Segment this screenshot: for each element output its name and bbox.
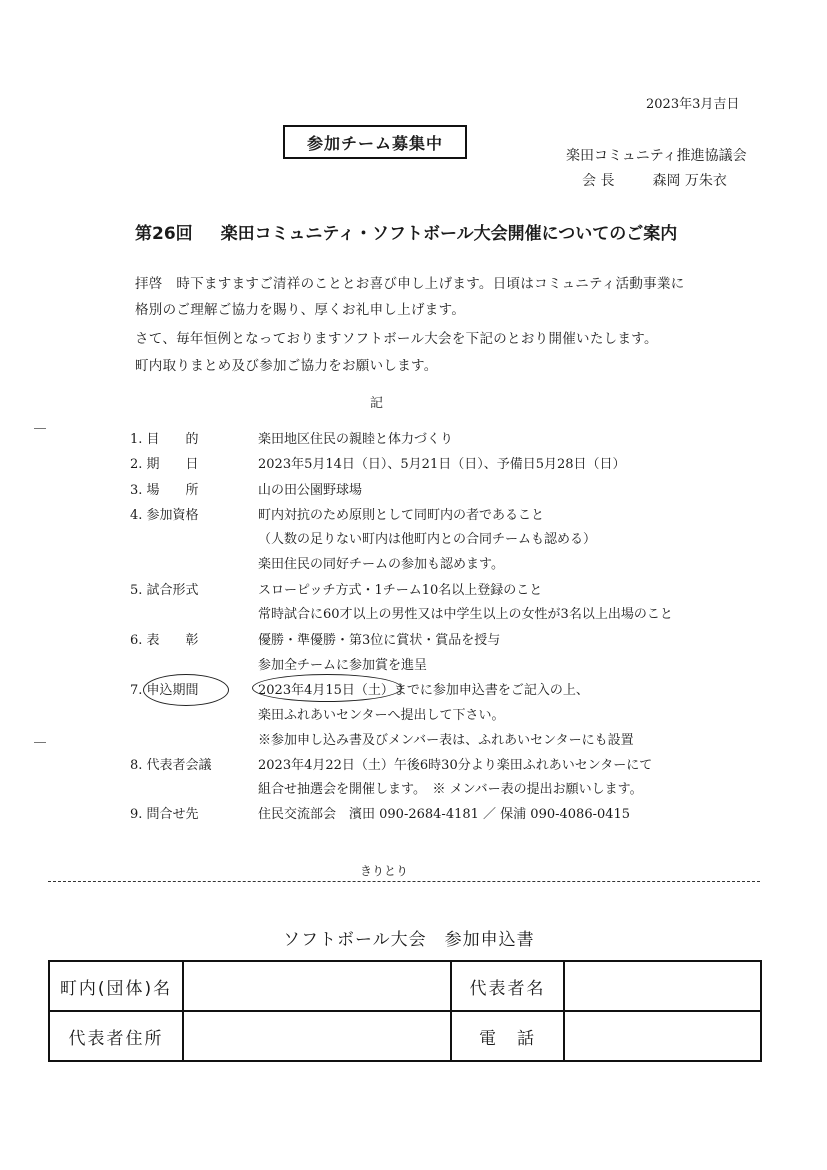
application-form <box>48 960 762 1062</box>
item-value: （人数の足りない町内は他町内との合同チームも認める） <box>258 532 597 547</box>
title-main: 楽田コミュニティ・ソフトボール大会開催についてのご案内 <box>220 224 678 244</box>
page-title <box>135 219 677 244</box>
item-value: 楽田住民の同好チームの参加も認めます。 <box>258 557 504 572</box>
item-value: 優勝・準優勝・第3位に賞状・賞品を授与 <box>258 633 501 648</box>
ki-heading: 記 <box>370 396 384 411</box>
organization-name: 楽田コミュニティ推進協議会 <box>566 148 747 164</box>
item-label: 1. 目 的 <box>130 432 199 447</box>
body-line: さて、毎年恒例となっておりますソフトボール大会を下記のとおり開催いたします。 <box>135 331 658 347</box>
body-line: 格別のご理解ご協力を賜り、厚くお礼申し上げます。 <box>135 302 466 318</box>
item-value: 常時試合に60才以上の男性又は中学生以上の女性が3名以上出場のこと <box>258 607 673 622</box>
body-line: 拝啓 時下ますますご清祥のこととお喜び申し上げます。日頃はコミュニティ活動事業に <box>135 276 685 292</box>
item-value: 町内対抗のため原則として同町内の者であること <box>258 508 545 523</box>
item-label: 2. 期 日 <box>130 457 199 472</box>
rep-name-field[interactable] <box>564 961 761 1011</box>
item-label: 4. 参加資格 <box>130 508 199 523</box>
item-value: 参加全チームに参加賞を進呈 <box>258 658 428 673</box>
cut-here-label: きりとり <box>360 864 409 878</box>
rep-address-label: 代表者住所 <box>49 1011 183 1061</box>
item-label: 3. 場 所 <box>130 483 199 498</box>
item-label: 8. 代表者会議 <box>130 758 212 773</box>
phone-label: 電 話 <box>451 1011 564 1061</box>
item-value: 2023年4月22日（土）午後6時30分より楽田ふれあいセンターにて <box>258 758 653 773</box>
item-label: 5. 試合形式 <box>130 583 199 598</box>
recruit-box <box>283 125 467 159</box>
item-value: 2023年5月14日（日）、5月21日（日）、予備日5月28日（日） <box>258 457 626 472</box>
rep-name-label: 代表者名 <box>451 961 564 1011</box>
form-title: ソフトボール大会 参加申込書 <box>283 930 535 950</box>
item-value: 山の田公園野球場 <box>258 483 363 498</box>
town-name-label: 町内(団体)名 <box>49 961 183 1011</box>
cut-line <box>48 881 760 882</box>
scan-edge-mark <box>34 742 46 743</box>
item-value: 楽田地区住民の親睦と体力づくり <box>258 432 454 447</box>
recruit-label: 参加チーム募集中 <box>306 133 443 153</box>
president-role: 会 長 <box>582 173 615 189</box>
body-line: 町内取りまとめ及び参加ご協力をお願いします。 <box>135 358 438 374</box>
president-line <box>582 170 727 190</box>
scan-edge-mark <box>34 428 46 429</box>
title-number: 第26回 <box>135 224 193 244</box>
town-name-field[interactable] <box>183 961 451 1011</box>
item-label: 9. 問合せ先 <box>130 807 199 822</box>
rep-address-field[interactable] <box>183 1011 451 1061</box>
item-label: 7. 申込期間 <box>130 683 199 698</box>
item-value: 2023年4月15日（土）までに参加申込書をご記入の上、 <box>258 683 589 698</box>
item-value: ※参加申し込み書及びメンバー表は、ふれあいセンターにも設置 <box>258 733 634 748</box>
item-label: 6. 表 彰 <box>130 633 199 648</box>
item-value: スローピッチ方式・1チーム10名以上登録のこと <box>258 583 543 598</box>
item-value: 組合せ抽選会を開催します。 ※ メンバー表の提出お願いします。 <box>258 782 643 797</box>
item-value: 楽田ふれあいセンターへ提出して下さい。 <box>258 708 505 723</box>
document-date: 2023年3月吉日 <box>646 97 740 112</box>
item-value: 住民交流部会 濱田 090-2684-4181 ／ 保浦 090-4086-0415 <box>258 807 631 822</box>
phone-field[interactable] <box>564 1011 761 1061</box>
president-name: 森岡 万朱衣 <box>652 173 727 189</box>
